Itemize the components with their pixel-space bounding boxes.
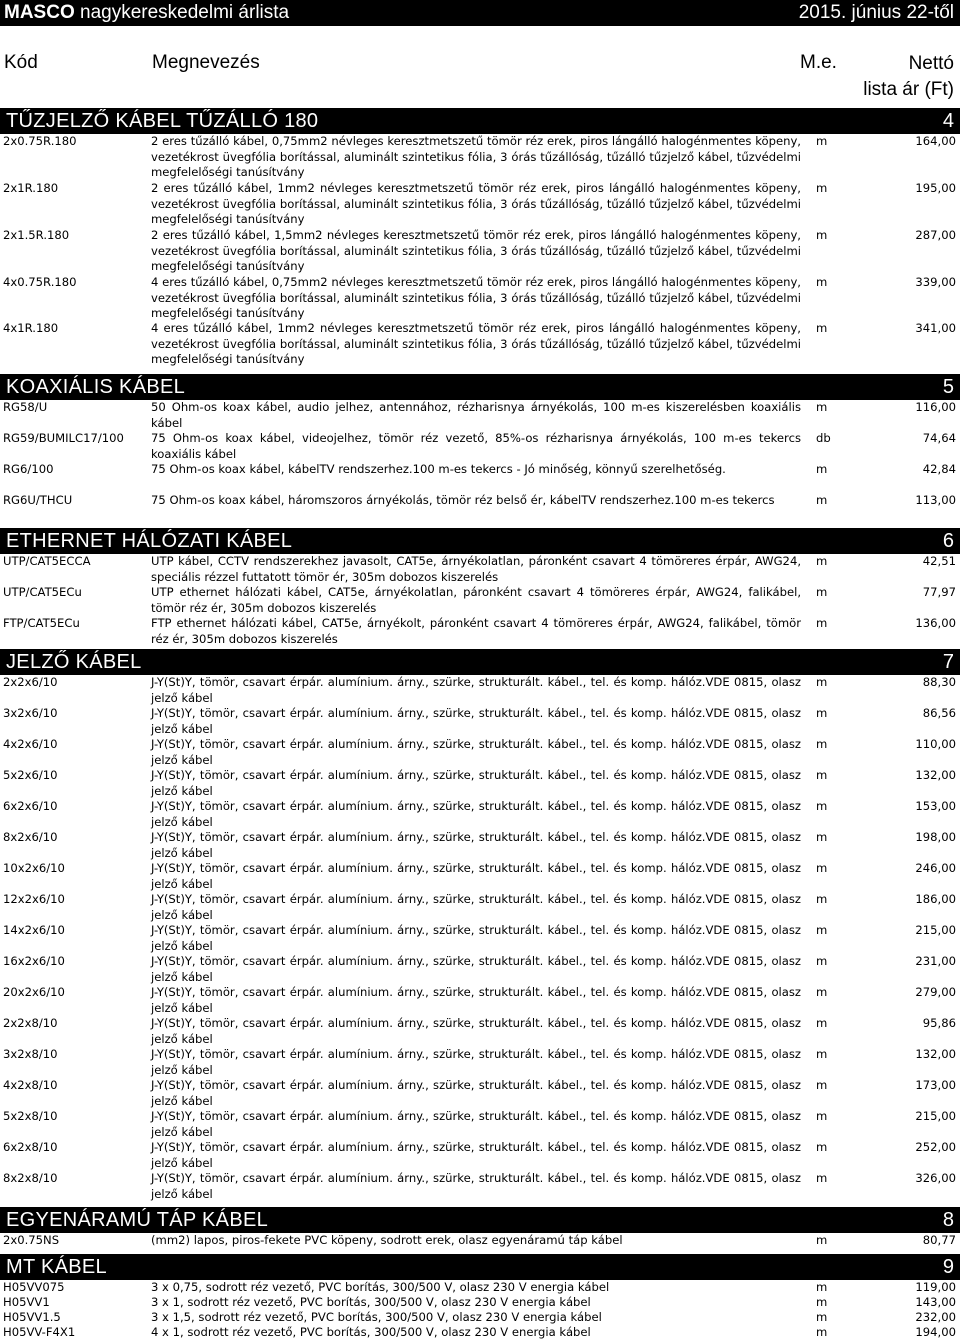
product-description: J-Y(St)Y, tömör, csavart érpár. alumínium. árny., szürke, strukturált. kábel., tel. és komp. hálóz.VDE 0815, olasz jelző kábel: [151, 1016, 801, 1046]
product-unit: m: [816, 275, 828, 289]
product-row: [0, 275, 960, 321]
product-description: J-Y(St)Y, tömör, csavart érpár. alumínium. árny., szürke, strukturált. kábel., tel. és komp. hálóz.VDE 0815, olasz jelző kábel: [151, 768, 801, 798]
product-row: [0, 1140, 960, 1171]
product-row: [0, 675, 960, 706]
product-unit: m: [816, 181, 828, 195]
product-code: H05VV-F4X1: [3, 1325, 76, 1339]
valid-from-date: 2015. június 22-től: [798, 2, 954, 23]
product-code: 5x2x6/10: [3, 768, 58, 782]
product-price: 279,00: [915, 985, 956, 999]
product-price: 80,77: [922, 1233, 956, 1247]
section-number: 8: [942, 1209, 954, 1231]
product-description: (mm2) lapos, piros-fekete PVC köpeny, sodrott erek, olasz egyenáramú táp kábel: [151, 1233, 623, 1247]
section-number: 9: [942, 1256, 954, 1278]
product-price: 252,00: [915, 1140, 956, 1154]
product-price: 326,00: [915, 1171, 956, 1185]
product-row: [0, 737, 960, 768]
product-price: 116,00: [915, 400, 956, 414]
product-price: 173,00: [915, 1078, 956, 1092]
section-header: [0, 1254, 960, 1280]
product-description: 75 Ohm-os koax kábel, háromszoros árnyékolás, tömör réz belső ér, kábelTV rendszerhez.100 m-es tekercs: [151, 493, 775, 507]
product-unit: m: [816, 400, 828, 414]
product-row: [0, 1325, 960, 1340]
product-code: H05VV1.5: [3, 1310, 61, 1324]
product-code: 16x2x6/10: [3, 954, 65, 968]
section-header: [0, 374, 960, 400]
product-price: 232,00: [915, 1310, 956, 1324]
product-description: 2 eres tűzálló kábel, 1,5mm2 névleges keresztmetszetű tömör réz erek, piros lángálló halogénmentes köpeny, vezetékrost üvegfólia borítással, aluminált szintetikus fólia, 3 órás tűzállóság, tűzálló tűzjelző kábel, tűzvédelmi megfelelőségi tanúsítvány: [151, 228, 801, 274]
product-price: 77,97: [922, 585, 956, 599]
product-row: [0, 861, 960, 892]
product-price: 231,00: [915, 954, 956, 968]
section-header: [0, 528, 960, 554]
product-code: H05VV075: [3, 1280, 65, 1294]
product-unit: m: [816, 675, 828, 689]
product-row: [0, 493, 960, 524]
product-price: 215,00: [915, 1109, 956, 1123]
brand-name: MASCO: [4, 2, 75, 23]
product-row: [0, 181, 960, 228]
product-code: 2x2x8/10: [3, 1016, 58, 1030]
product-unit: m: [816, 1016, 828, 1030]
product-unit: m: [816, 321, 828, 335]
product-row: [0, 1016, 960, 1047]
product-unit: m: [816, 1295, 828, 1309]
product-code: H05VV1: [3, 1295, 50, 1309]
product-code: 2x1.5R.180: [3, 228, 70, 242]
product-code: 14x2x6/10: [3, 923, 65, 937]
product-description: 4 eres tűzálló kábel, 0,75mm2 névleges keresztmetszetű tömör réz erek, piros lángálló halogénmentes köpeny, vezetékrost üvegfólia borítással, aluminált szintetikus fólia, 3 órás tűzállóság, tűzálló tűzjelző kábel, tűzvédelmi megfelelőségi tanúsítvány: [151, 275, 801, 321]
product-row: [0, 585, 960, 616]
product-code: 8x2x6/10: [3, 830, 58, 844]
product-code: UTP/CAT5ECCA: [3, 554, 91, 568]
column-code-header: Kód: [4, 52, 38, 73]
product-code: 3x2x8/10: [3, 1047, 58, 1061]
product-unit: m: [816, 1325, 828, 1339]
product-price: 287,00: [915, 228, 956, 242]
section-title: KOAXIÁLIS KÁBEL: [6, 376, 186, 398]
product-row: [0, 1233, 960, 1250]
product-price: 113,00: [915, 493, 956, 507]
product-unit: m: [816, 799, 828, 813]
product-description: 2 eres tűzálló kábel, 1mm2 névleges keresztmetszetű tömör réz erek, piros lángálló halogénmentes köpeny, vezetékrost üvegfólia borítással, aluminált szintetikus fólia, 3 órás tűzállóság, tűzálló tűzjelző kábel, tűzvédelmi megfelelőségi tanúsítvány: [151, 181, 801, 227]
product-description: 3 x 1, sodrott réz vezető, PVC borítás, 300/500 V, olasz 230 V energia kábel: [151, 1295, 591, 1309]
column-name-header: Megnevezés: [152, 52, 260, 73]
product-unit: m: [816, 985, 828, 999]
product-unit: m: [816, 462, 828, 476]
section-title: TŰZJELZŐ KÁBEL TŰZÁLLÓ 180: [6, 110, 319, 132]
product-price: 215,00: [915, 923, 956, 937]
price-list: [0, 108, 960, 1340]
product-code: 6x2x8/10: [3, 1140, 58, 1154]
title-bar: [0, 0, 960, 26]
product-description: FTP ethernet hálózati kábel, CAT5e, árnyékolt, páronként csavart 4 tömöreres érpár, AWG24, falikábel, tömör réz ér, 305m dobozos kiszerelés: [151, 616, 801, 646]
product-description: J-Y(St)Y, tömör, csavart érpár. alumínium. árny., szürke, strukturált. kábel., tel. és komp. hálóz.VDE 0815, olasz jelző kábel: [151, 799, 801, 829]
column-headers: [0, 48, 960, 104]
product-row: [0, 768, 960, 799]
title-text: nagykereskedelmi árlista: [74, 2, 290, 23]
product-description: J-Y(St)Y, tömör, csavart érpár. alumínium. árny., szürke, strukturált. kábel., tel. és komp. hálóz.VDE 0815, olasz jelző kábel: [151, 892, 801, 922]
product-code: 20x2x6/10: [3, 985, 65, 999]
product-description: UTP ethernet hálózati kábel, CAT5e, árnyékolatlan, páronként csavart 4 tömöreres érpár, AWG24, falikábel, tömör réz ér, 305m dobozos kiszerelés: [151, 585, 801, 615]
product-code: 6x2x6/10: [3, 799, 58, 813]
section-number: 5: [942, 376, 954, 398]
product-unit: m: [816, 768, 828, 782]
section-title: EGYENÁRAMÚ TÁP KÁBEL: [6, 1209, 269, 1231]
product-row: [0, 134, 960, 181]
product-row: [0, 1109, 960, 1140]
product-row: [0, 799, 960, 830]
product-code: 12x2x6/10: [3, 892, 65, 906]
product-description: 3 x 1,5, sodrott réz vezető, PVC borítás, 300/500 V, olasz 230 V energia kábel: [151, 1310, 602, 1324]
product-unit: m: [816, 554, 828, 568]
product-unit: m: [816, 923, 828, 937]
product-unit: m: [816, 134, 828, 148]
product-price: 88,30: [922, 675, 956, 689]
product-description: 4 x 1, sodrott réz vezető, PVC borítás, 300/500 V, olasz 230 V energia kábel: [151, 1325, 591, 1339]
product-unit: m: [816, 1109, 828, 1123]
product-code: 2x0.75R.180: [3, 134, 77, 148]
product-code: 4x2x8/10: [3, 1078, 58, 1092]
section-header: [0, 649, 960, 675]
product-price: 132,00: [915, 1047, 956, 1061]
product-unit: m: [816, 1310, 828, 1324]
product-description: J-Y(St)Y, tömör, csavart érpár. alumínium. árny., szürke, strukturált. kábel., tel. és komp. hálóz.VDE 0815, olasz jelző kábel: [151, 675, 801, 705]
product-row: [0, 1047, 960, 1078]
product-unit: m: [816, 954, 828, 968]
product-unit: m: [816, 228, 828, 242]
product-code: 2x2x6/10: [3, 675, 58, 689]
product-code: RG59/BUMILC17/100: [3, 431, 124, 445]
product-description: UTP kábel, CCTV rendszerekhez javasolt, CAT5e, árnyékolatlan, páronként csavart 4 tömöreres érpár, AWG24, speciális rézzel futtatott tömör ér, 305m dobozos kiszerelés: [151, 554, 801, 584]
product-unit: m: [816, 830, 828, 844]
product-row: [0, 462, 960, 493]
section-title: ETHERNET HÁLÓZATI KÁBEL: [6, 530, 293, 552]
section-number: 4: [942, 110, 954, 132]
product-code: FTP/CAT5ECu: [3, 616, 80, 630]
product-code: RG6U/THCU: [3, 493, 73, 507]
product-row: [0, 400, 960, 431]
product-description: J-Y(St)Y, tömör, csavart érpár. alumínium. árny., szürke, strukturált. kábel., tel. és komp. hálóz.VDE 0815, olasz jelző kábel: [151, 1109, 801, 1139]
product-row: [0, 431, 960, 462]
product-price: 194,00: [915, 1325, 956, 1339]
product-row: [0, 923, 960, 954]
product-description: J-Y(St)Y, tömör, csavart érpár. alumínium. árny., szürke, strukturált. kábel., tel. és komp. hálóz.VDE 0815, olasz jelző kábel: [151, 861, 801, 891]
product-row: [0, 830, 960, 861]
product-unit: m: [816, 493, 828, 507]
section-header: [0, 108, 960, 134]
product-description: 75 Ohm-os koax kábel, videojelhez, tömör réz vezető, 85%-os rézharisnya árnyékolás, 100 m-es tekercs koaxiális kábel: [151, 431, 801, 461]
product-unit: m: [816, 706, 828, 720]
document-title: [4, 0, 289, 26]
product-description: J-Y(St)Y, tömör, csavart érpár. alumínium. árny., szürke, strukturált. kábel., tel. és komp. hálóz.VDE 0815, olasz jelző kábel: [151, 985, 801, 1015]
product-code: 5x2x8/10: [3, 1109, 58, 1123]
section-header: [0, 1207, 960, 1233]
product-unit: m: [816, 1233, 828, 1247]
product-code: 10x2x6/10: [3, 861, 65, 875]
product-price: 339,00: [915, 275, 956, 289]
product-unit: m: [816, 1140, 828, 1154]
product-description: J-Y(St)Y, tömör, csavart érpár. alumínium. árny., szürke, strukturált. kábel., tel. és komp. hálóz.VDE 0815, olasz jelző kábel: [151, 954, 801, 984]
product-price: 143,00: [915, 1295, 956, 1309]
product-description: 75 Ohm-os koax kábel, kábelTV rendszerhez.100 m-es tekercs - Jó minőség, könnyű szerelhetőség.: [151, 462, 726, 476]
product-unit: m: [816, 1280, 828, 1294]
product-code: UTP/CAT5ECu: [3, 585, 82, 599]
product-description: J-Y(St)Y, tömör, csavart érpár. alumínium. árny., szürke, strukturált. kábel., tel. és komp. hálóz.VDE 0815, olasz jelző kábel: [151, 1047, 801, 1077]
product-price: 42,84: [922, 462, 956, 476]
product-description: 50 Ohm-os koax kábel, audio jelhez, antennához, rézharisnya árnyékolás, 100 m-es kiszerelésben koaxiális kábel: [151, 400, 801, 430]
product-code: 2x0.75NS: [3, 1233, 60, 1247]
product-price: 186,00: [915, 892, 956, 906]
product-unit: m: [816, 737, 828, 751]
product-code: RG6/100: [3, 462, 54, 476]
product-price: 42,51: [922, 554, 956, 568]
product-price: 110,00: [915, 737, 956, 751]
product-description: J-Y(St)Y, tömör, csavart érpár. alumínium. árny., szürke, strukturált. kábel., tel. és komp. hálóz.VDE 0815, olasz jelző kábel: [151, 737, 801, 767]
column-price-header: [863, 51, 954, 103]
price-header-line1: Nettó: [908, 53, 954, 74]
section-title: JELZŐ KÁBEL: [6, 651, 142, 673]
product-description: 3 x 0,75, sodrott réz vezető, PVC borítás, 300/500 V, olasz 230 V energia kábel: [151, 1280, 610, 1294]
product-unit: m: [816, 585, 828, 599]
product-price: 195,00: [915, 181, 956, 195]
product-description: J-Y(St)Y, tömör, csavart érpár. alumínium. árny., szürke, strukturált. kábel., tel. és komp. hálóz.VDE 0815, olasz jelző kábel: [151, 706, 801, 736]
product-row: [0, 1310, 960, 1325]
product-description: 2 eres tűzálló kábel, 0,75mm2 névleges keresztmetszetű tömör réz erek, piros lángálló halogénmentes köpeny, vezetékrost üvegfólia borítással, aluminált szintetikus fólia, 3 órás tűzállóság, tűzálló tűzjelző kábel, tűzvédelmi megfelelőségi tanúsítvány: [151, 134, 801, 180]
product-unit: m: [816, 1047, 828, 1061]
product-unit: m: [816, 616, 828, 630]
product-row: [0, 228, 960, 275]
product-price: 164,00: [915, 134, 956, 148]
product-description: J-Y(St)Y, tömör, csavart érpár. alumínium. árny., szürke, strukturált. kábel., tel. és komp. hálóz.VDE 0815, olasz jelző kábel: [151, 830, 801, 860]
product-price: 136,00: [915, 616, 956, 630]
section-number: 6: [942, 530, 954, 552]
product-price: 153,00: [915, 799, 956, 813]
product-unit: m: [816, 1078, 828, 1092]
product-row: [0, 706, 960, 737]
product-unit: m: [816, 861, 828, 875]
product-price: 95,86: [922, 1016, 956, 1030]
product-description: J-Y(St)Y, tömör, csavart érpár. alumínium. árny., szürke, strukturált. kábel., tel. és komp. hálóz.VDE 0815, olasz jelző kábel: [151, 1171, 801, 1201]
product-row: [0, 1280, 960, 1295]
product-row: [0, 892, 960, 923]
product-code: 2x1R.180: [3, 181, 59, 195]
product-row: [0, 321, 960, 370]
product-row: [0, 616, 960, 647]
product-description: 4 eres tűzálló kábel, 1mm2 névleges keresztmetszetű tömör réz erek, piros lángálló halogénmentes köpeny, vezetékrost üvegfólia borítással, aluminált szintetikus fólia, 3 órás tűzállóság, tűzálló tűzjelző kábel, tűzvédelmi megfelelőségi tanúsítvány: [151, 321, 801, 367]
column-unit-header: M.e.: [800, 52, 837, 73]
product-description: J-Y(St)Y, tömör, csavart érpár. alumínium. árny., szürke, strukturált. kábel., tel. és komp. hálóz.VDE 0815, olasz jelző kábel: [151, 1140, 801, 1170]
product-row: [0, 1295, 960, 1310]
product-price: 119,00: [915, 1280, 956, 1294]
product-price: 198,00: [915, 830, 956, 844]
product-price: 341,00: [915, 321, 956, 335]
product-row: [0, 1171, 960, 1204]
product-description: J-Y(St)Y, tömör, csavart érpár. alumínium. árny., szürke, strukturált. kábel., tel. és komp. hálóz.VDE 0815, olasz jelző kábel: [151, 923, 801, 953]
product-price: 132,00: [915, 768, 956, 782]
section-number: 7: [942, 651, 954, 673]
product-row: [0, 1078, 960, 1109]
product-unit: m: [816, 892, 828, 906]
section-title: MT KÁBEL: [6, 1256, 107, 1278]
product-unit: db: [816, 431, 831, 445]
product-code: RG58/U: [3, 400, 48, 414]
product-price: 74,64: [922, 431, 956, 445]
product-code: 4x1R.180: [3, 321, 59, 335]
product-code: 3x2x6/10: [3, 706, 58, 720]
product-row: [0, 554, 960, 585]
product-row: [0, 985, 960, 1016]
product-code: 4x2x6/10: [3, 737, 58, 751]
product-unit: m: [816, 1171, 828, 1185]
price-header-line2: lista ár (Ft): [863, 79, 954, 100]
product-price: 86,56: [922, 706, 956, 720]
product-description: J-Y(St)Y, tömör, csavart érpár. alumínium. árny., szürke, strukturált. kábel., tel. és komp. hálóz.VDE 0815, olasz jelző kábel: [151, 1078, 801, 1108]
product-code: 4x0.75R.180: [3, 275, 77, 289]
product-price: 246,00: [915, 861, 956, 875]
product-code: 8x2x8/10: [3, 1171, 58, 1185]
product-row: [0, 954, 960, 985]
